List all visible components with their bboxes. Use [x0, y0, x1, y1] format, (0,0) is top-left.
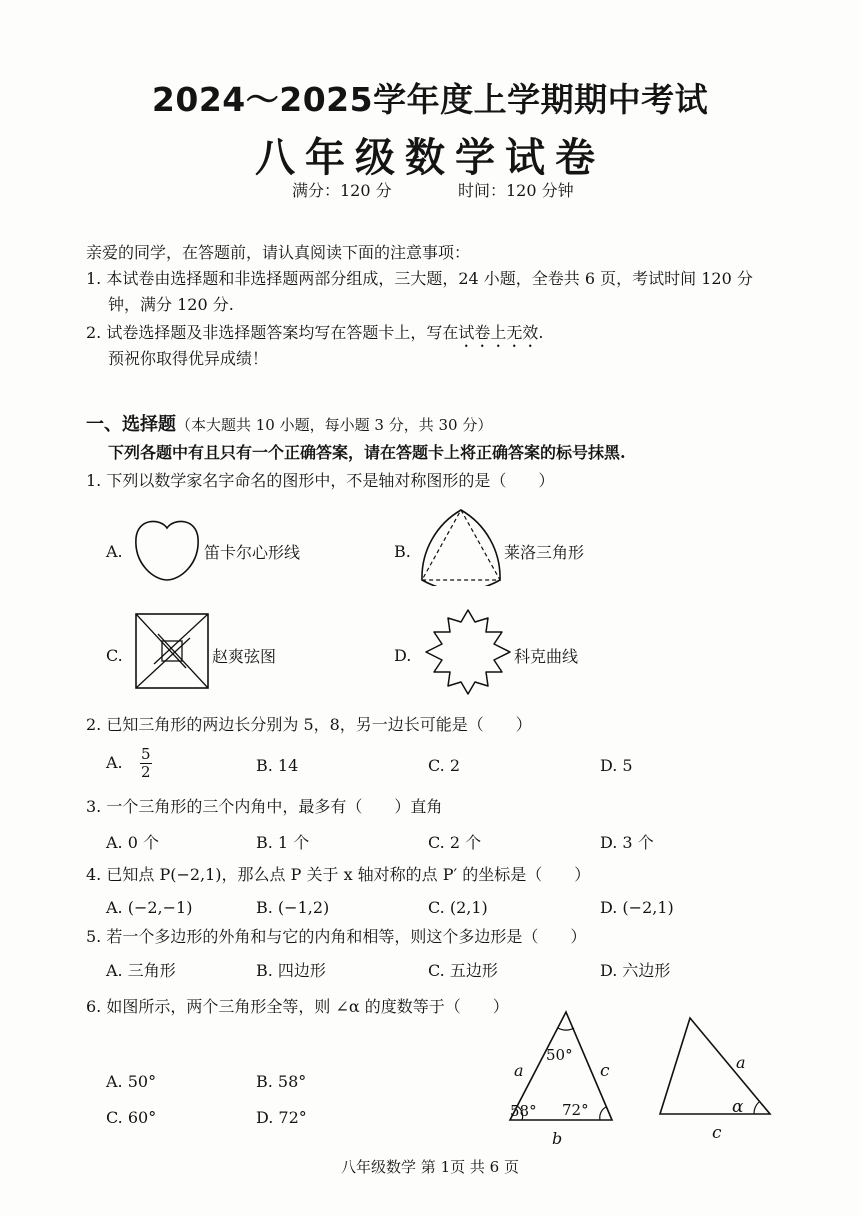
- q3-option-a: A. 0 个: [106, 833, 159, 852]
- q3-option-c: C. 2 个: [428, 833, 482, 852]
- exam-title: 2024～2025学年度上学期期中考试: [151, 80, 709, 119]
- notice-item-1: 1. 本试卷由选择题和非选择题两部分组成，三大题，24 小题，全卷共 6 页，考试时间 120 分: [86, 269, 753, 288]
- notice-item-2-text: 2. 试卷选择题及非选择题答案均写在答题卡上，写在: [86, 323, 459, 342]
- question-3-stem: 3. 一个三角形的三个内角中，最多有（ ）直角: [86, 797, 443, 816]
- notice-item-1-cont: 钟，满分 120 分.: [108, 295, 234, 314]
- cardioid-figure: [132, 514, 202, 584]
- notice-item-2: [86, 322, 543, 351]
- fraction-numerator: 5: [140, 745, 151, 763]
- q6-option-b: B. 58°: [256, 1072, 307, 1091]
- triangle-figure-1: [496, 1006, 626, 1152]
- fig1-top-angle: 50°: [546, 1046, 573, 1064]
- full-score: 满分：120 分: [292, 181, 392, 200]
- fig1-side-a: a: [514, 1061, 524, 1080]
- q2-option-d: D. 5: [600, 756, 633, 775]
- reuleaux-triangle-figure: [418, 506, 504, 586]
- q3-option-d: D. 3 个: [600, 833, 654, 852]
- q2-option-a-fraction: [140, 746, 152, 781]
- q1-option-b-text: 莱洛三角形: [504, 543, 585, 562]
- fig1-side-b: b: [552, 1129, 563, 1148]
- notice-item-2-emphasis: 试卷上无效: [458, 323, 539, 342]
- q6-option-d: D. 72°: [256, 1108, 307, 1127]
- paper-title: 八年级数学试卷: [255, 135, 605, 181]
- q1-option-b-letter: B.: [394, 542, 411, 561]
- q5-option-b: B. 四边形: [256, 961, 326, 980]
- q1-option-d-letter: D.: [394, 646, 412, 665]
- q1-option-c-letter: C.: [106, 646, 123, 665]
- q5-option-a: A. 三角形: [106, 961, 176, 980]
- fig1-side-c: c: [600, 1061, 610, 1081]
- notice-wish: 预祝你取得优异成绩！: [108, 349, 269, 368]
- q2-option-a-letter: A.: [106, 753, 123, 772]
- q6-option-a: A. 50°: [106, 1072, 157, 1091]
- q2-option-c: C. 2: [428, 756, 461, 775]
- section-title: 一、选择题: [86, 414, 176, 435]
- q1-option-c-text: 赵爽弦图: [212, 647, 277, 666]
- question-2-stem: 2. 已知三角形的两边长分别为 5，8，另一边长可能是（ ）: [86, 715, 532, 734]
- q6-option-c: C. 60°: [106, 1108, 157, 1127]
- q4-option-a: A. (−2,−1): [106, 898, 193, 917]
- q2-option-b: B. 14: [256, 756, 299, 775]
- triangle-figure-2: [652, 1010, 782, 1146]
- question-6-stem: 6. 如图所示，两个三角形全等，则 ∠α 的度数等于（ ）: [86, 997, 509, 1016]
- question-1-stem: 1. 下列以数学家名字命名的图形中，不是轴对称图形的是（ ）: [86, 471, 555, 490]
- zhao-shuang-diagram-figure: [134, 612, 210, 690]
- q5-option-c: C. 五边形: [428, 961, 498, 980]
- q4-option-c: C. (2,1): [428, 898, 488, 917]
- q1-option-a-letter: A.: [106, 542, 123, 561]
- fraction-denominator: 2: [140, 763, 151, 781]
- page-footer: 八年级数学 第 1页 共 6 页: [341, 1158, 519, 1176]
- section-instruction: 下列各题中有且只有一个正确答案，请在答题卡上将正确答案的标号抹黑.: [108, 443, 626, 462]
- q4-option-d: D. (−2,1): [600, 898, 674, 917]
- q3-option-b: B. 1 个: [256, 833, 310, 852]
- exam-time: 时间：120 分钟: [458, 181, 574, 200]
- question-5-stem: 5. 若一个多边形的外角和与它的内角和相等，则这个多边形是（ ）: [86, 927, 587, 946]
- notice-item-2-end: .: [538, 323, 544, 342]
- q2-option-a: [106, 746, 152, 781]
- q5-option-d: D. 六边形: [600, 961, 671, 980]
- q1-option-d-text: 科克曲线: [514, 647, 579, 666]
- section-heading: [86, 410, 492, 436]
- section-note: （本大题共 10 小题，每小题 3 分，共 30 分）: [176, 416, 493, 434]
- fig1-right-angle: 72°: [562, 1101, 589, 1119]
- fig1-left-angle: 58°: [510, 1102, 537, 1120]
- fig2-side-c: c: [712, 1123, 722, 1143]
- notice-intro: 亲爱的同学，在答题前，请认真阅读下面的注意事项：: [86, 243, 471, 262]
- koch-curve-figure: [420, 606, 516, 698]
- q1-option-a-text: 笛卡尔心形线: [204, 543, 301, 562]
- question-4-stem: 4. 已知点 P(−2,1)，那么点 P 关于 x 轴对称的点 P′ 的坐标是（ ）: [86, 865, 591, 884]
- q4-option-b: B. (−1,2): [256, 898, 330, 917]
- fig2-alpha: α: [732, 1097, 744, 1117]
- fig2-side-a: a: [736, 1053, 746, 1072]
